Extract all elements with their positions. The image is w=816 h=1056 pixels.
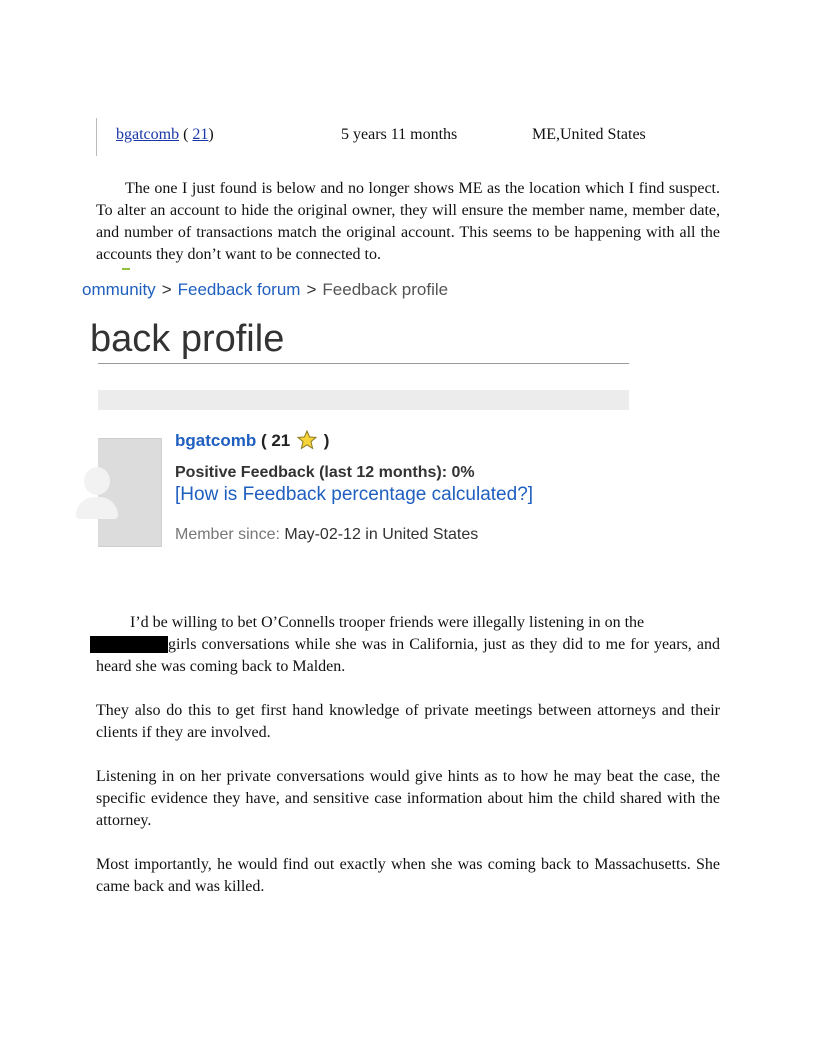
embedded-screenshot bbox=[82, 266, 636, 556]
paragraph-2-rest: girls conversations while she was in California, just as they did to me for years, and heard she was coming back to Malden. bbox=[96, 636, 720, 675]
breadcrumb-current: Feedback profile bbox=[322, 280, 449, 299]
paragraph-3: They also do this to get first hand knowledge of private meetings between attorneys and their clients if they are involved. bbox=[96, 702, 720, 741]
avatar-body bbox=[76, 497, 118, 519]
green-mark bbox=[122, 268, 130, 270]
breadcrumb-feedback-forum[interactable]: Feedback forum bbox=[177, 280, 301, 299]
profile-username bbox=[175, 430, 329, 451]
count-link[interactable]: 21 bbox=[192, 126, 209, 143]
breadcrumb-sep: > bbox=[306, 280, 317, 299]
member-label: Member since: bbox=[175, 526, 280, 543]
title-divider bbox=[98, 363, 629, 364]
paragraph-5: Most importantly, he would find out exactly when she was coming back to Massachusetts. She came back and was killed. bbox=[96, 856, 720, 895]
paragraph-1: The one I just found is below and no longer shows ME as the location which I find suspect. To alter an account to hide the original owner, they will ensure the member name, member date, and number of transactions match the original account. This seems to be happening with all the accounts they don’t want to be connected to. bbox=[96, 180, 720, 263]
score-open: ( 21 bbox=[256, 431, 291, 450]
member-since bbox=[175, 526, 478, 544]
user-link[interactable]: bgatcomb bbox=[116, 126, 180, 143]
open-paren: ( bbox=[179, 126, 193, 143]
table-cell-location: ME,United States bbox=[532, 126, 646, 143]
breadcrumb-community[interactable]: ommunity bbox=[82, 280, 156, 299]
feedback-calc-link[interactable]: [How is Feedback percentage calculated?] bbox=[175, 484, 534, 505]
star-icon bbox=[297, 430, 317, 450]
paragraph-2-line-1: I’d be willing to bet O’Connells trooper friends were illegally listening in on the bbox=[130, 614, 645, 631]
avatar bbox=[98, 438, 162, 547]
page-title: back profile bbox=[90, 318, 285, 360]
gray-bar bbox=[98, 390, 629, 410]
table-left-border bbox=[96, 118, 97, 156]
table-cell-user bbox=[116, 125, 214, 145]
member-value: May-02-12 in United States bbox=[279, 526, 479, 543]
breadcrumb-sep: > bbox=[161, 280, 172, 299]
table-cell-duration: 5 years 11 months bbox=[341, 126, 458, 143]
close-paren: ) bbox=[208, 126, 214, 143]
paragraph-4: Listening in on her private conversations would give hints as to how he may beat the case, the specific evidence they have, and sensitive case information about him the child shared with the attorney. bbox=[96, 768, 720, 829]
username-link[interactable]: bgatcomb bbox=[175, 431, 257, 450]
positive-feedback: Positive Feedback (last 12 months): 0% bbox=[175, 464, 475, 481]
avatar-head bbox=[84, 467, 110, 495]
breadcrumb bbox=[82, 280, 448, 300]
score-close: ) bbox=[319, 431, 330, 450]
